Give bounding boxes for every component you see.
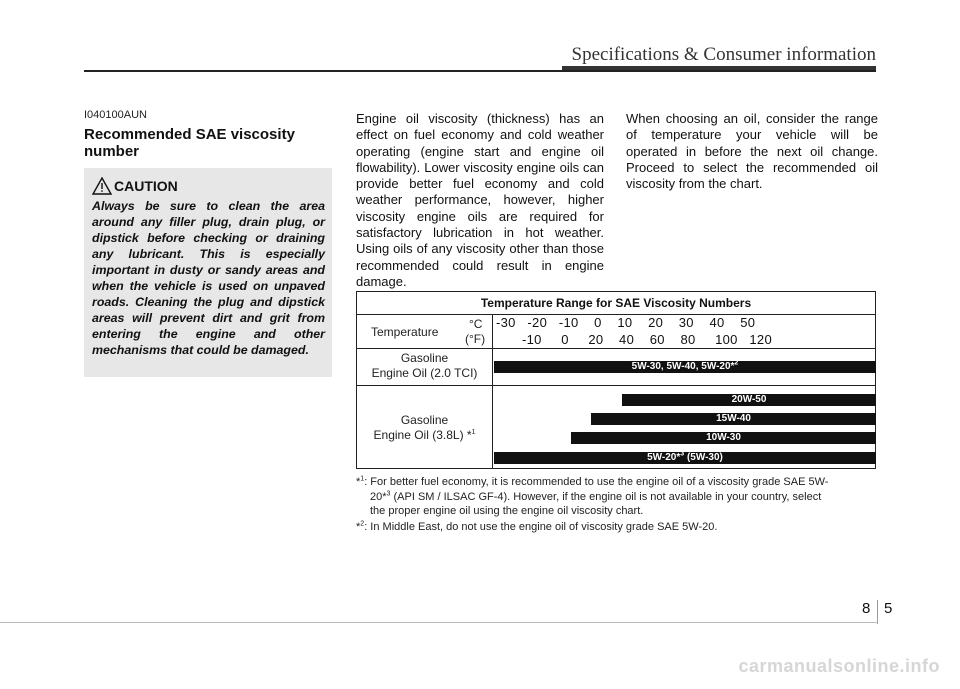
page-chapter-number: 8 <box>862 600 871 617</box>
bar-15w40: 15W-40 <box>591 413 876 425</box>
celsius-ticks: -30 -20 -10 0 10 20 30 40 50 <box>496 315 756 330</box>
table-vertical-divider <box>492 314 493 469</box>
page-number: 5 <box>884 600 893 617</box>
footer-rule <box>0 622 878 623</box>
table-title: Temperature Range for SAE Viscosity Numbers <box>480 296 752 310</box>
bar-20w50: 20W-50 <box>622 394 876 406</box>
header-rule <box>84 70 876 72</box>
warning-triangle-icon <box>92 177 112 195</box>
watermark: carmanualsonline.info <box>738 656 940 676</box>
fahrenheit-ticks: -10 0 20 40 60 80 100 120 <box>522 332 772 347</box>
footer-vertical-divider <box>877 600 878 624</box>
bar-10w30: 10W-30 <box>571 432 876 444</box>
unit-celsius: °C <box>469 317 483 331</box>
unit-fahrenheit: (°F) <box>465 332 486 346</box>
bar-5w20-5w30: 5W-20*$^3$ (5W-30) <box>494 452 876 464</box>
body-text-column-2: Engine oil viscosity (thickness) has an effect on fuel economy and cold weather operating (engine start and engine oil flowability). Lower viscosity engine oils can provide better fuel economy and cold weather performance, however, higher viscosity engine oils are required for satisfactory lubrication in hot weather. Using oils of any viscosity other than those recommended could result in engine damage. <box>356 111 604 289</box>
row-label-3-8l: Gasoline Engine Oil (3.8L) *$^1$ <box>373 413 476 442</box>
row-label-2-0-tci: Gasoline Engine Oil (2.0 TCI) <box>371 351 478 380</box>
header-title: Specifications & Consumer information <box>571 44 876 65</box>
caution-text: Always be sure to clean the area around any filler plug, drain plug, or dipstick before checking or draining any lubricant. This is especially important in dusty or sandy areas and when the vehicle is used on unpaved roads. Cleaning the plug and dipstick areas will prevent dirt and grit from entering the engine and other mechanisms that could be damaged. <box>92 199 325 357</box>
table-divider <box>357 348 875 349</box>
bar-5w30-5w40-5w20: 5W-30, 5W-40, 5W-20*$^2$ <box>494 361 876 373</box>
section-title: Recommended SAE viscosity number <box>84 126 295 160</box>
caution-box <box>84 168 332 377</box>
footnote-2: *$^2$: In Middle East, do not use the engine oil of viscosity grade SAE 5W-20. <box>356 520 718 533</box>
caution-heading: CAUTION <box>114 178 178 194</box>
doc-code: I040100AUN <box>84 109 147 121</box>
viscosity-table <box>356 291 876 469</box>
temperature-label: Temperature <box>371 325 439 339</box>
table-divider <box>357 385 875 386</box>
body-text-column-3: When choosing an oil, consider the range of temperature your vehicle will be operated in before the next oil change. Proceed to select the recommended oil viscosity from the chart. <box>626 111 878 192</box>
footnote-1: *$^1$: For better fuel economy, it is recommended to use the engine oil of a viscosity grade SAE 5W- 20*$^3$ (API SM / ILSAC GF-4). However, if the engine oil is not available in your country, select the proper engine oil using the engine oil viscosity chart. <box>356 475 829 517</box>
